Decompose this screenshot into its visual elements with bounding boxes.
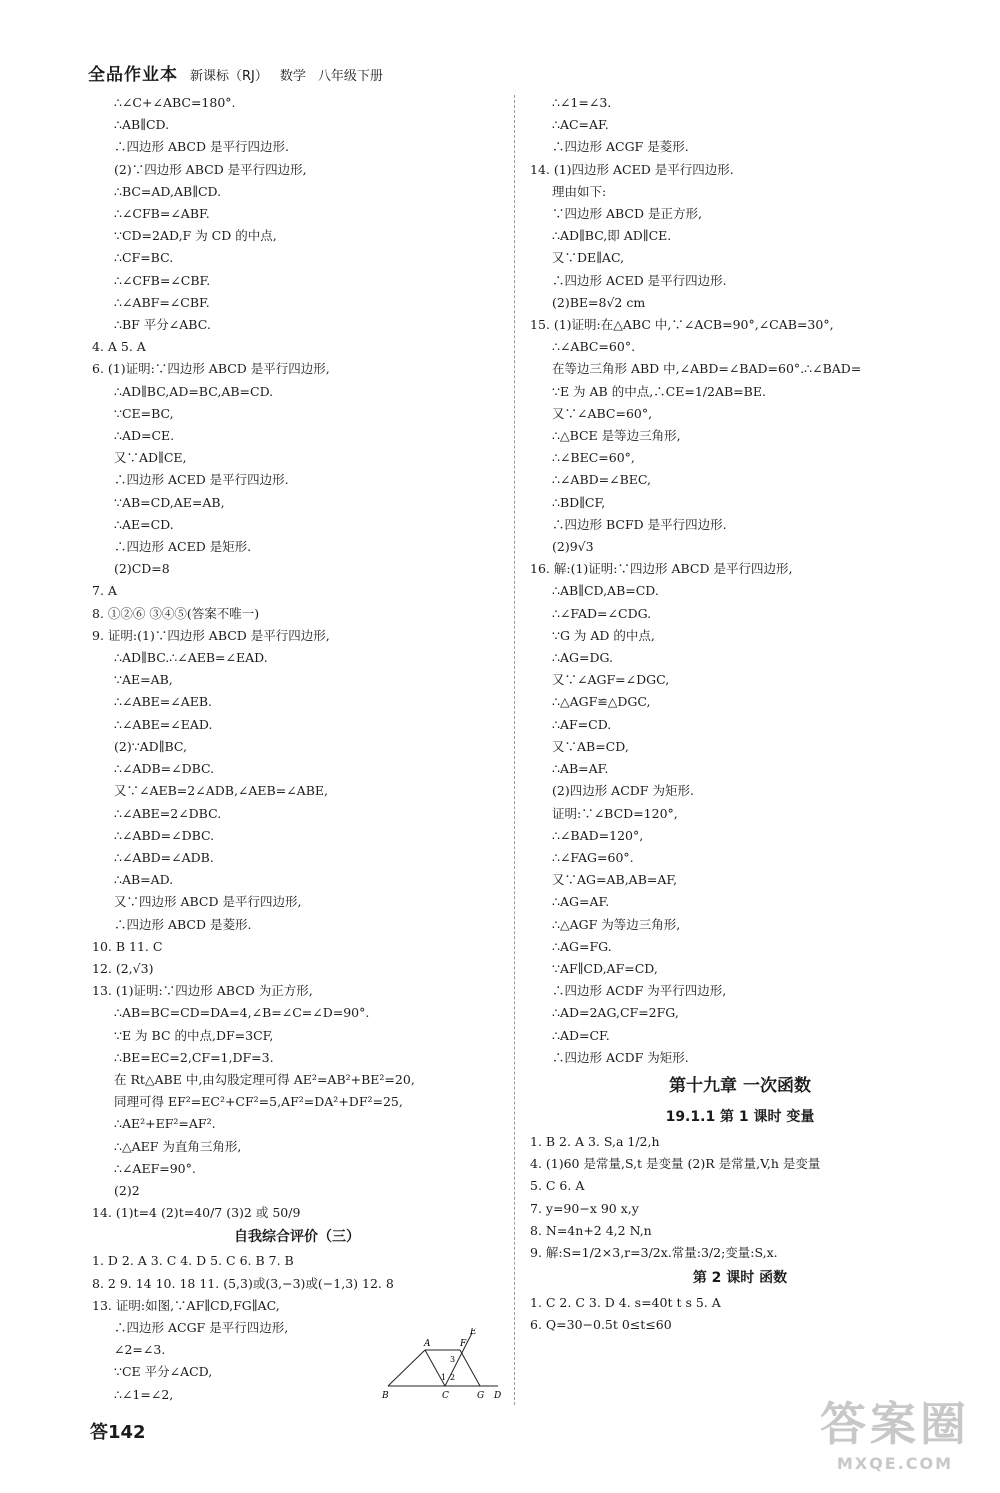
section-title-self-evaluation: 自我综合评价（三） xyxy=(234,1229,360,1246)
answer-line: 13. 证明:如图,∵AF∥CD,FG∥AC, xyxy=(92,1297,280,1313)
answer-line: ∵四边形 ABCD 是正方形, xyxy=(552,206,702,222)
page-number: 答142 xyxy=(90,1422,146,1443)
answer-line: 在 Rt△ABE 中,由勾股定理可得 AE²=AB²+BE²=20, xyxy=(114,1071,415,1087)
figure-label-angle-3: 3 xyxy=(450,1355,456,1364)
figure-label-b: B xyxy=(382,1391,389,1401)
answer-line: 又∵AG=AB,AB=AF, xyxy=(552,872,678,888)
answer-line: ∴四边形 ACGF 是平行四边形, xyxy=(114,1319,289,1335)
answer-line: ∴∠1=∠3. xyxy=(552,95,612,110)
answer-line: (2)∵AD∥BC, xyxy=(114,738,187,754)
figure-label-c: C xyxy=(442,1391,449,1401)
answer-line: ∴∠ABD=∠ADB. xyxy=(114,849,214,865)
answer-line: ∴∠BEC=60°, xyxy=(552,450,635,466)
answer-line: ∴∠BAD=120°, xyxy=(552,827,644,843)
answer-line: ∴∠C+∠ABC=180°. xyxy=(114,95,236,110)
figure-label-d: D xyxy=(494,1391,502,1401)
answer-line: 13. (1)证明:∵四边形 ABCD 为正方形, xyxy=(92,983,313,999)
answer-line: ∵E 为 BC 的中点,DF=3CF, xyxy=(114,1027,274,1043)
grade-label: 八年级下册 xyxy=(317,69,383,84)
figure-label-angle-1: 1 xyxy=(441,1373,447,1382)
answer-line: ∴∠AEF=90°. xyxy=(114,1160,196,1176)
answer-line: 15. (1)证明:在△ABC 中,∵∠ACB=90°,∠CAB=30°, xyxy=(530,317,834,333)
answer-line: 同理可得 EF²=EC²+CF²=5,AF²=DA²+DF²=25, xyxy=(114,1094,403,1110)
answer-line: ∴AG=DG. xyxy=(552,650,613,666)
answer-line: 5. C 6. A xyxy=(530,1178,585,1194)
right-answers-2 xyxy=(530,1131,950,1264)
right-answers-3 xyxy=(530,1292,950,1336)
answer-line: 又∵AB=CD, xyxy=(552,738,629,754)
figure-label-angle-2: 2 xyxy=(450,1373,456,1382)
answer-line: 10. B 11. C xyxy=(92,938,163,954)
answer-line: ∴CF=BC. xyxy=(114,250,174,266)
answer-line: 7. y=90−x 90 x,y xyxy=(530,1200,639,1216)
figure-label-f: F xyxy=(460,1339,467,1349)
answer-line: 9. 解:S=1/2×3,r=3/2x.常量:3/2;变量:S,x. xyxy=(530,1244,778,1260)
figure-label-a: A xyxy=(424,1339,431,1349)
answer-line: ∵CD=2AD,F 为 CD 的中点, xyxy=(114,228,277,244)
answer-line: ∴∠CFB=∠ABF. xyxy=(114,206,210,222)
section-title: 19.1.1 第 1 课时 变量 xyxy=(665,1108,815,1125)
answer-line: ∴∠ABE=2∠DBC. xyxy=(114,805,222,821)
answer-line: (2)2 xyxy=(114,1182,140,1198)
answer-line: ∴AC=AF. xyxy=(552,117,609,133)
answer-line: (2)四边形 ACDF 为矩形. xyxy=(552,783,694,799)
answer-line: ∴四边形 ACDF 为平行四边形, xyxy=(552,983,727,999)
answer-line: 9. 证明:(1)∵四边形 ABCD 是平行四边形, xyxy=(92,627,330,643)
answer-line: ∴AD∥BC.∴∠AEB=∠EAD. xyxy=(114,650,268,666)
answer-line: ∵G 为 AD 的中点, xyxy=(552,627,655,643)
answer-line: ∴AE²+EF²=AF². xyxy=(114,1116,216,1132)
answer-line: 在等边三角形 ABD 中,∠ABD=∠BAD=60°.∴∠BAD= xyxy=(552,361,862,377)
answer-line: ∴AD=2AG,CF=2FG, xyxy=(552,1005,679,1021)
answer-line: ∵CE 平分∠ACD, xyxy=(114,1364,213,1380)
answer-line: ∠2=∠3. xyxy=(114,1342,166,1358)
answer-line: ∴∠CFB=∠CBF. xyxy=(114,272,211,288)
answer-line: ∴△AGF≌△DGC, xyxy=(552,694,651,710)
answer-line: 又∵四边形 ABCD 是平行四边形, xyxy=(114,894,302,910)
answer-line: ∴BF 平分∠ABC. xyxy=(114,317,211,333)
answer-line: ∴△AGF 为等边三角形, xyxy=(552,916,681,932)
answer-line: ∴AE=CD. xyxy=(114,516,174,532)
answer-line: ∴四边形 ACGF 是菱形. xyxy=(552,139,689,155)
answer-line: ∴∠ABC=60°. xyxy=(552,339,636,355)
answer-line: 14. (1)t=4 (2)t=40/7 (3)2 或 50/9 xyxy=(92,1205,301,1221)
answer-line: ∴AD=CF. xyxy=(552,1027,610,1043)
chapter-title: 第十九章 一次函数 xyxy=(669,1075,811,1096)
answer-line: 16. 解:(1)证明:∵四边形 ABCD 是平行四边形, xyxy=(530,561,793,577)
answer-line: 7. A xyxy=(92,583,117,599)
answer-line: 又∵∠AEB=2∠ADB,∠AEB=∠ABE, xyxy=(114,783,328,799)
subject-label: 数学 xyxy=(279,69,306,84)
right-column xyxy=(530,92,950,1337)
answer-line: 4. A 5. A xyxy=(92,339,146,355)
answer-line: ∴AD∥BC,即 AD∥CE. xyxy=(552,228,672,244)
answer-line: 理由如下: xyxy=(552,183,607,199)
answer-line: ∴∠ADB=∠DBC. xyxy=(114,761,215,777)
brand-name: 全品作业本 xyxy=(88,65,178,85)
answer-line: 6. Q=30−0.5t 0≤t≤60 xyxy=(530,1317,672,1333)
answer-line: ∴∠FAD=∠CDG. xyxy=(552,605,652,621)
answer-line: ∵AB=CD,AE=AB, xyxy=(114,494,225,510)
answer-line: ∴AB∥CD. xyxy=(114,117,170,133)
column-divider xyxy=(514,95,515,1405)
answer-line: 1. C 2. C 3. D 4. s=40t t s 5. A xyxy=(530,1295,721,1311)
subsection-title: 第 2 课时 函数 xyxy=(692,1270,788,1287)
watermark-url: MXQE.COM xyxy=(836,1454,954,1473)
answer-line: 14. (1)四边形 ACED 是平行四边形. xyxy=(530,161,734,177)
answer-line: ∴BE=EC=2,CF=1,DF=3. xyxy=(114,1049,274,1065)
answer-line: ∴AB∥CD,AB=CD. xyxy=(552,583,659,599)
answer-line: 证明:∵∠BCD=120°, xyxy=(552,805,678,821)
right-answers xyxy=(530,92,950,1069)
answer-line: ∵E 为 AB 的中点,∴CE=1/2AB=BE. xyxy=(552,383,766,399)
answer-line: ∴△BCE 是等边三角形, xyxy=(552,428,681,444)
answer-line: (2)9√3 xyxy=(552,539,594,555)
answer-line: 又∵∠AGF=∠DGC, xyxy=(552,672,670,688)
left-column xyxy=(92,92,502,1406)
figure-label-e: E xyxy=(470,1328,477,1337)
answer-line: 又∵AD∥CE, xyxy=(114,450,187,466)
watermark-logo: 答案圈 xyxy=(820,1397,970,1451)
answer-line: ∴BD∥CF, xyxy=(552,494,606,510)
answer-line: ∴四边形 ABCD 是平行四边形. xyxy=(114,139,289,155)
answer-line: (2)CD=8 xyxy=(114,561,170,577)
answer-line: ∴AF=CD. xyxy=(552,716,612,732)
answer-line: 又∵DE∥AC, xyxy=(552,250,625,266)
answer-line: ∴四边形 ACED 是矩形. xyxy=(114,539,252,555)
answer-line: ∵AF∥CD,AF=CD, xyxy=(552,960,658,976)
answer-line: (2)∵四边形 ABCD 是平行四边形, xyxy=(114,161,307,177)
answer-line: 8. N=4n+2 4,2 N,n xyxy=(530,1222,652,1238)
answer-line: 6. (1)证明:∵四边形 ABCD 是平行四边形, xyxy=(92,361,330,377)
answer-line: ∴四边形 ABCD 是菱形. xyxy=(114,916,252,932)
answer-line: ∴∠ABD=∠BEC, xyxy=(552,472,652,488)
answer-line: ∴AG=FG. xyxy=(552,938,612,954)
answer-line: 8. 2 9. 14 10. 18 11. (5,3)或(3,−3)或(−1,3) 12. 8 xyxy=(92,1275,394,1291)
answer-line: ∵AE=AB, xyxy=(114,672,173,688)
edition-label: 新课标（RJ） xyxy=(190,69,268,84)
answer-line: 1. B 2. A 3. S,a 1/2,h xyxy=(530,1133,660,1149)
answer-line: ∴∠1=∠2, xyxy=(114,1386,174,1402)
answer-line: 4. (1)60 是常量,S,t 是变量 (2)R 是常量,V,h 是变量 xyxy=(530,1156,821,1172)
answer-line: ∴∠ABD=∠DBC. xyxy=(114,827,215,843)
answer-line: ∵CE=BC, xyxy=(114,405,174,421)
answer-line: ∴四边形 ACED 是平行四边形. xyxy=(114,472,289,488)
answer-line: ∴∠ABF=∠CBF. xyxy=(114,294,210,310)
page-header xyxy=(88,60,383,85)
answer-line: 8. ①②⑥ ③④⑤(答案不唯一) xyxy=(92,605,260,621)
left-answers xyxy=(92,92,502,1224)
answer-line: 1. D 2. A 3. C 4. D 5. C 6. B 7. B xyxy=(92,1253,294,1269)
answer-line: 又∵∠ABC=60°, xyxy=(552,405,653,421)
answer-line: ∴四边形 ACDF 为矩形. xyxy=(552,1049,689,1065)
answer-line: ∴BC=AD,AB∥CD. xyxy=(114,183,222,199)
answer-line: ∴AB=BC=CD=DA=4,∠B=∠C=∠D=90°. xyxy=(114,1005,370,1021)
geometry-figure xyxy=(380,1328,510,1403)
answer-line: ∴AG=AF. xyxy=(552,894,610,910)
answer-line: ∴∠ABE=∠AEB. xyxy=(114,694,213,710)
answer-line: ∴AB=AD. xyxy=(114,872,174,888)
answer-line: 12. (2,√3) xyxy=(92,960,154,976)
figure-label-g: G xyxy=(477,1391,485,1401)
answer-line: (2)BE=8√2 cm xyxy=(552,294,646,310)
answer-line: ∴四边形 ACED 是平行四边形. xyxy=(552,272,727,288)
answer-line: ∴AD=CE. xyxy=(114,428,175,444)
answer-line: ∴四边形 BCFD 是平行四边形. xyxy=(552,516,727,532)
answer-line: ∴AB=AF. xyxy=(552,761,609,777)
answer-line: ∴△AEF 为直角三角形, xyxy=(114,1138,242,1154)
watermark xyxy=(820,1388,970,1473)
answer-line: ∴AD∥BC,AD=BC,AB=CD. xyxy=(114,383,274,399)
answer-line: ∴∠ABE=∠EAD. xyxy=(114,716,213,732)
answer-line: ∴∠FAG=60°. xyxy=(552,849,634,865)
